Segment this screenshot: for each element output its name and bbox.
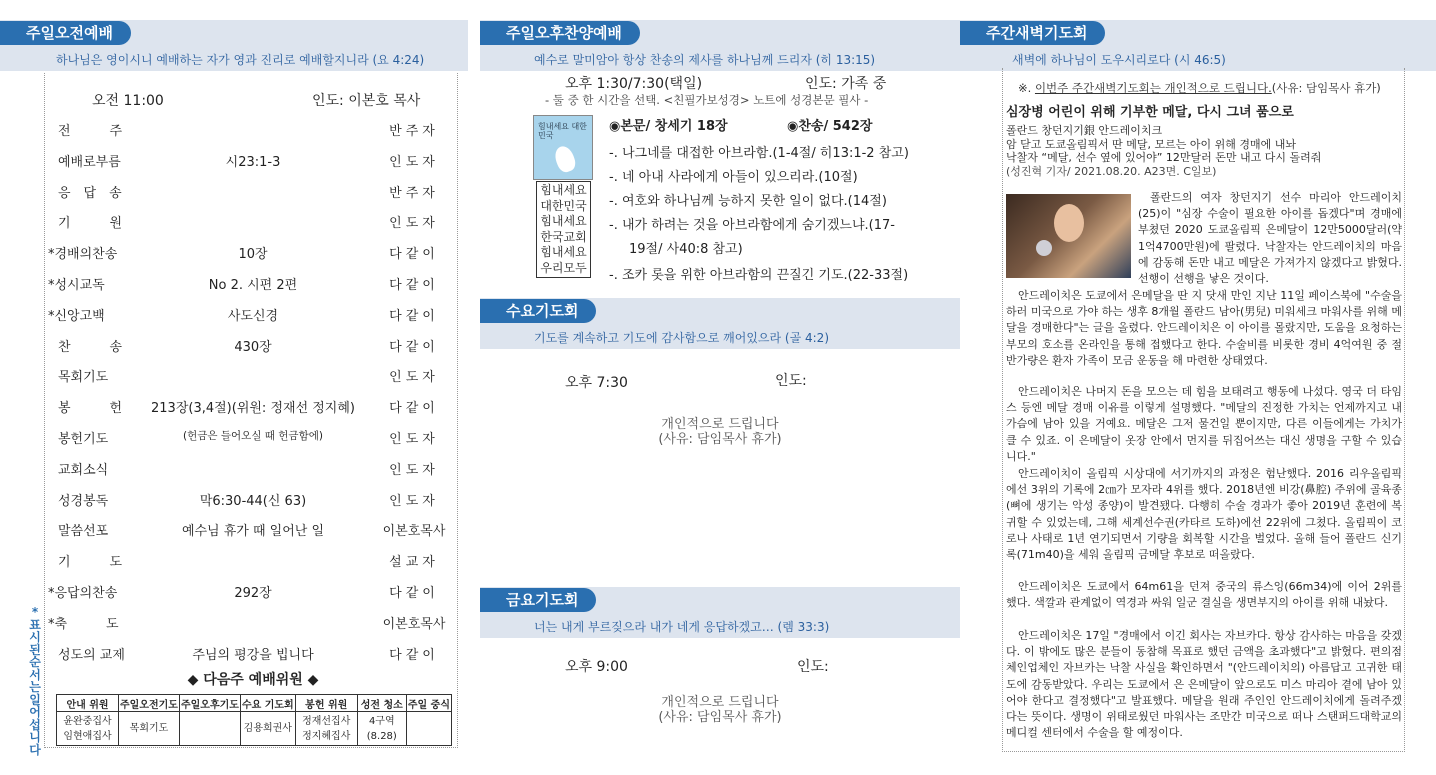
wednesday-note: 개인적으로 드립니다 bbox=[661, 417, 779, 432]
duty-value: 김용희권사 bbox=[240, 712, 295, 746]
order-leader: 다같이 bbox=[389, 308, 439, 324]
afternoon-title: 주일오후찬양예배 bbox=[480, 21, 640, 45]
order-row bbox=[48, 459, 458, 479]
article-paragraph: 폴란드의 여자 창던지기 선수 마리아 안드레이치(25)이 "심장 수술이 필요한 아이를 돕겠다"며 경매에 부쳤던 2020 도쿄올림픽 은메달이 12만5000달러(약 1억4700만원)에 팔렸다. 낙찰자는 안드레이치의 마음에 감동해 돈만 내고 메달은 가져가지 않겠다고 밝혔다. 선행이 선행을 낳은 것이다. bbox=[1138, 191, 1402, 286]
order-row bbox=[48, 182, 458, 202]
duty-value: 4구역(8.28) bbox=[357, 712, 406, 746]
article-paragraph: 안드레이치은 도쿄에서 64m61을 던져 중국의 류스잉(66m34)에 이어 2위를 했다. 색깔과 관계없이 역경과 싸워 일군 결실을 생면부지의 아이를 위해 내놨다. bbox=[1006, 580, 1402, 610]
article-paragraph: 안드레이치은 17일 "경매에서 이긴 회사는 자브카다. 항상 감사하는 마음을 갖겠다. 이 밖에도 많은 분들이 동참해 목표로 했던 금액을 초과했다"고 밝혔다. 편의점 체인업체인 자브카는 낙찰 사실을 확인하면서 "(안드레이치의) 아름답고 고귀한 태도에 감동받았다. 우리는 도쿄에서 은 은메달이 앞으로도 미스 마리아 곁에 남아 있어야 한다고 결정했다"고 발표했다. 메달을 원래 주인인 안드레이치에게 돌려주겠다는 뜻이다. 생명이 위태로웠던 마워사는 조만간 미국으로 떠나 스탠퍼드대학교의 메디컬 센터에서 수술을 할 예정이다. bbox=[1006, 629, 1402, 740]
wednesday-time: 오후 7:30 bbox=[565, 375, 628, 391]
order-leader: 인도자 bbox=[389, 432, 439, 447]
cheer-box bbox=[536, 181, 591, 278]
order-detail: 10장 bbox=[238, 247, 268, 263]
order-item: 성도의 교제 bbox=[58, 647, 125, 663]
cheer-line: 힘내세요 bbox=[540, 245, 587, 259]
duty-header: 안내 위원 bbox=[57, 695, 119, 712]
sermon-point: -. 조카 롯을 위한 아브라함의 끈질긴 기도.(22-33절) bbox=[609, 268, 909, 283]
morning-title: 주일오전예배 bbox=[0, 21, 131, 45]
afternoon-instruction: - 둘 중 한 시간을 선택. <친필가보성경> 노트에 성경본문 필사 - bbox=[545, 93, 869, 107]
dawn-header bbox=[960, 0, 1436, 67]
article-source: (성진혁 기자/ 2021.08.20. A23면. C일보) bbox=[1006, 164, 1217, 178]
duty-header-row bbox=[57, 695, 452, 712]
order-row bbox=[48, 397, 458, 417]
sermon-point: -. 네 아내 사라에게 아들이 있으리라.(10절) bbox=[609, 170, 858, 185]
friday-verse: 너는 내게 부르짖으라 내가 네게 응답하겠고… (렘 33:3) bbox=[480, 616, 960, 638]
order-detail: 주님의 평강을 빕니다 bbox=[192, 647, 314, 663]
morning-time-row bbox=[48, 90, 448, 110]
order-item: 기 도 bbox=[58, 555, 123, 571]
order-detail: 292장 bbox=[234, 586, 272, 601]
wednesday-reason: (사유: 담임목사 휴가) bbox=[658, 432, 782, 447]
friday-reason: (사유: 담임목사 휴가) bbox=[658, 710, 782, 725]
order-item: 말씀선포 bbox=[58, 524, 109, 540]
wednesday-title: 수요기도회 bbox=[480, 299, 596, 323]
friday-header bbox=[480, 567, 960, 634]
order-leader: 인도자 bbox=[389, 370, 439, 386]
order-row bbox=[48, 551, 458, 571]
order-row bbox=[48, 274, 458, 294]
dove-icon bbox=[552, 144, 578, 175]
dawn-title: 주간새벽기도회 bbox=[960, 21, 1105, 45]
duty-header: 주일 중식 bbox=[406, 695, 451, 712]
article-paragraph: 안드레이치은 나머지 돈을 모으는 데 힘을 보태려고 행동에 나섰다. 영국 더 타임스 등엔 메달 경매 이유를 이렇게 설명했다. "메달의 진정한 가치는 언제까지고 내 가슴에 남아 있을 거예요. 메달은 그저 물건일 뿐이지만, 다른 이들에게는 가치가 클 수 있죠. 이 은메달이 옷장 안에서 먼지를 뒤집어쓰는 대신 생명을 구할 수 있습니다." bbox=[1006, 385, 1402, 463]
duty-header: 봉헌 위원 bbox=[295, 695, 357, 712]
text-label: ◉본문/ 창세기 18장 bbox=[609, 119, 728, 134]
duty-table bbox=[56, 694, 452, 746]
order-item: 교회소식 bbox=[58, 462, 109, 478]
order-item: 기 원 bbox=[58, 216, 123, 232]
order-row bbox=[48, 336, 458, 356]
order-row bbox=[48, 490, 458, 510]
wednesday-verse: 기도를 계속하고 기도에 감사함으로 깨어있으라 (골 4:2) bbox=[480, 327, 960, 349]
order-detail: 430장 bbox=[234, 339, 272, 355]
afternoon-time: 오후 1:30/7:30(택일) bbox=[565, 76, 703, 92]
dove-illustration bbox=[533, 115, 593, 180]
standing-note: *표시된순서는일어섭니다 bbox=[29, 605, 41, 757]
duty-value: 목회기도 bbox=[119, 712, 180, 746]
order-detail: 막6:30-44(신 63) bbox=[199, 493, 307, 509]
order-item: *축 도 bbox=[48, 616, 119, 632]
order-row bbox=[48, 305, 458, 325]
morning-verse: 하나님은 영이시니 예배하는 자가 영과 진리로 예배할지니라 (요 4:24) bbox=[0, 49, 468, 71]
friday-time: 오후 9:00 bbox=[565, 659, 628, 675]
order-leader: 다같이 bbox=[389, 586, 439, 601]
order-row bbox=[48, 644, 458, 664]
order-leader: 다같이 bbox=[389, 647, 439, 663]
order-detail: 시23:1-3 bbox=[225, 154, 281, 170]
order-leader: 반주자 bbox=[389, 185, 439, 201]
order-row bbox=[48, 243, 458, 263]
order-leader: 다같이 bbox=[389, 247, 439, 263]
order-item: 봉헌기도 bbox=[58, 432, 109, 447]
afternoon-verse: 예수로 말미암아 항상 찬송의 제사를 하나님께 드리자 (히 13:15) bbox=[480, 49, 960, 71]
morning-leader: 인도: 이본호 목사 bbox=[312, 93, 421, 109]
order-row bbox=[48, 613, 458, 633]
wednesday-leader: 인도: bbox=[775, 373, 807, 389]
cheer-line: 우리모두 bbox=[540, 260, 587, 275]
article-sub-line: 폴란드 창던지기銀 안드레이치크 bbox=[1006, 124, 1163, 137]
order-item: 전 주 bbox=[58, 124, 123, 139]
order-detail: 사도신경 bbox=[227, 308, 279, 324]
duty-value: 윤완중집사 임현애집사 bbox=[57, 712, 119, 746]
cheer-line: 힘내세요 bbox=[540, 214, 587, 228]
athlete-photo bbox=[1006, 194, 1131, 278]
order-leader: 인도자 bbox=[389, 493, 439, 509]
order-row bbox=[48, 151, 458, 171]
duty-value-row bbox=[57, 712, 452, 746]
morning-header bbox=[0, 0, 468, 67]
order-row bbox=[48, 582, 458, 602]
medal-icon bbox=[1036, 240, 1052, 256]
friday-note: 개인적으로 드립니다 bbox=[661, 695, 779, 710]
order-item: 목회기도 bbox=[58, 370, 109, 386]
duty-value bbox=[406, 712, 451, 746]
article-title: 심장병 어린이 위해 기부한 메달, 다시 그녀 품으로 bbox=[1006, 105, 1294, 120]
duty-header: 주일오전기도 bbox=[119, 695, 180, 712]
notice-main: 이번주 주간새벽기도회는 개인적으로 드립니다. bbox=[1034, 81, 1272, 95]
athlete-face bbox=[1054, 204, 1084, 242]
order-detail: No 2. 시편 2편 bbox=[208, 278, 298, 293]
image-caption: 힘내세요 대한민국 bbox=[538, 122, 587, 140]
morning-time: 오전 11:00 bbox=[92, 93, 164, 109]
sermon-point: -. 내가 하려는 것을 아브라함에게 숨기겠느냐.(17- bbox=[609, 218, 895, 233]
friday-title: 금요기도회 bbox=[480, 588, 596, 612]
article-sub-line: 암 닫고 도쿄올림픽서 딴 메달, 모르는 아이 위해 경매에 내놔 bbox=[1006, 137, 1296, 151]
order-item: *신앙고백 bbox=[48, 308, 105, 324]
order-row bbox=[48, 120, 458, 140]
order-leader: 다같이 bbox=[389, 339, 439, 355]
article-sub-line: 낙찰자 “메달, 선수 옆에 있어야” 12만달러 돈만 내고 다시 돌려줘 bbox=[1006, 151, 1322, 164]
article-paragraph: 안드레이치은 도쿄에서 은메달을 딴 지 닷새 만인 지난 11일 페이스북에 "수술을 하러 미국으로 가야 하는 생후 8개월 폴란드 남아(男兒) 미워세크 마워사를 위해 메달을 경매한다"는 글을 올렸다. 안드레이치은 이 아이를 몰랐지만, 도움을 요청하는 부모의 호소를 온라인을 통해 접했다고 한다. 수술비를 비롯한 경비 4억여원 중 절반가량은 환자 가족이 모금 운동을 해 마련한 상태였다. bbox=[1006, 289, 1402, 367]
order-item: 봉 헌 bbox=[58, 401, 123, 417]
sermon-point: -. 여호와 하나님께 능하지 못한 일이 없다.(14절) bbox=[609, 194, 887, 209]
order-leader: 설교자 bbox=[389, 555, 439, 571]
order-item: *경배의찬송 bbox=[48, 247, 118, 263]
order-leader: 이본호목사 bbox=[382, 616, 446, 632]
order-detail: 예수님 휴가 때 일어난 일 bbox=[181, 524, 325, 540]
order-row bbox=[48, 520, 458, 540]
sermon-point: 19절/ 사40:8 참고) bbox=[629, 242, 743, 257]
order-item: 응 답 송 bbox=[58, 185, 122, 201]
order-item: *성시교독 bbox=[48, 278, 105, 293]
order-row bbox=[48, 366, 458, 386]
order-leader: 다같이 bbox=[389, 278, 439, 293]
duty-header: 주일오후기도 bbox=[179, 695, 240, 712]
dawn-verse: 새벽에 하나님이 도우시리로다 (시 46:5) bbox=[960, 49, 1436, 71]
order-leader: 반주자 bbox=[389, 124, 439, 139]
order-detail: 213장(3,4절)(위원: 정재선 정지혜) bbox=[151, 401, 355, 417]
order-item: 성경봉독 bbox=[58, 493, 109, 509]
duty-header: 수요 기도회 bbox=[240, 695, 295, 712]
notice-prefix: ※. bbox=[1018, 81, 1035, 95]
duty-value: 정재선집사 정지혜집사 bbox=[295, 712, 357, 746]
cheer-line: 힘내세요 bbox=[540, 183, 587, 197]
notice-reason: (사유: 담임목사 휴가) bbox=[1271, 81, 1381, 95]
article-subtitle bbox=[1006, 124, 1402, 178]
order-leader: 인도자 bbox=[389, 154, 439, 170]
order-item: 예배로부름 bbox=[58, 154, 121, 170]
friday-leader: 인도: bbox=[797, 659, 829, 675]
dawn-notice bbox=[1018, 80, 1403, 96]
next-week-title: ◆ 다음주 예배위원 ◆ bbox=[187, 672, 319, 688]
cheer-line: 한국교회 bbox=[540, 229, 587, 244]
order-row bbox=[48, 212, 458, 232]
duty-header: 성전 청소 bbox=[357, 695, 406, 712]
cheer-line: 대한민국 bbox=[540, 198, 587, 213]
order-leader: 인도자 bbox=[389, 216, 439, 232]
order-item: 찬 송 bbox=[58, 339, 123, 355]
hymn-label: ◉찬송/ 542장 bbox=[787, 119, 873, 134]
wednesday-header bbox=[480, 278, 960, 345]
article-paragraph: 안드레이치이 올림픽 시상대에 서기까지의 과정은 험난했다. 2016 리우올림픽에선 3위의 기록에 2㎝가 모자라 4위를 했다. 2018년엔 비강(鼻腔) 주위에 골육종(뼈에 생기는 악성 종양)이 발견됐다. 다행히 수술 경과가 좋아 2019년 훈련에 복귀할 수 있었는데, 그해 세계선수권(카타르 도하)에선 22위에 그쳤다. 올림픽이 코로나 사태로 1년 연기되면서 기량을 회복할 시간을 벌었다. 올해 들어 폴란드 신기록(71m40)을 세워 올림픽 금메달 후보로 떠올랐다. bbox=[1006, 467, 1402, 562]
sermon-point: -. 나그네를 대접한 아브라함.(1-4절/ 히13:1-2 참고) bbox=[609, 146, 909, 161]
afternoon-leader: 인도: 가족 중 bbox=[805, 76, 887, 92]
order-row bbox=[48, 428, 458, 448]
order-leader: 인도자 bbox=[389, 462, 439, 478]
order-detail: (헌금은 들어오실 때 헌금함에) bbox=[183, 430, 323, 442]
order-item: *응답의찬송 bbox=[48, 586, 118, 601]
afternoon-header bbox=[480, 0, 960, 67]
duty-value bbox=[179, 712, 240, 746]
order-leader: 이본호목사 bbox=[382, 524, 446, 540]
order-leader: 다같이 bbox=[389, 401, 439, 417]
